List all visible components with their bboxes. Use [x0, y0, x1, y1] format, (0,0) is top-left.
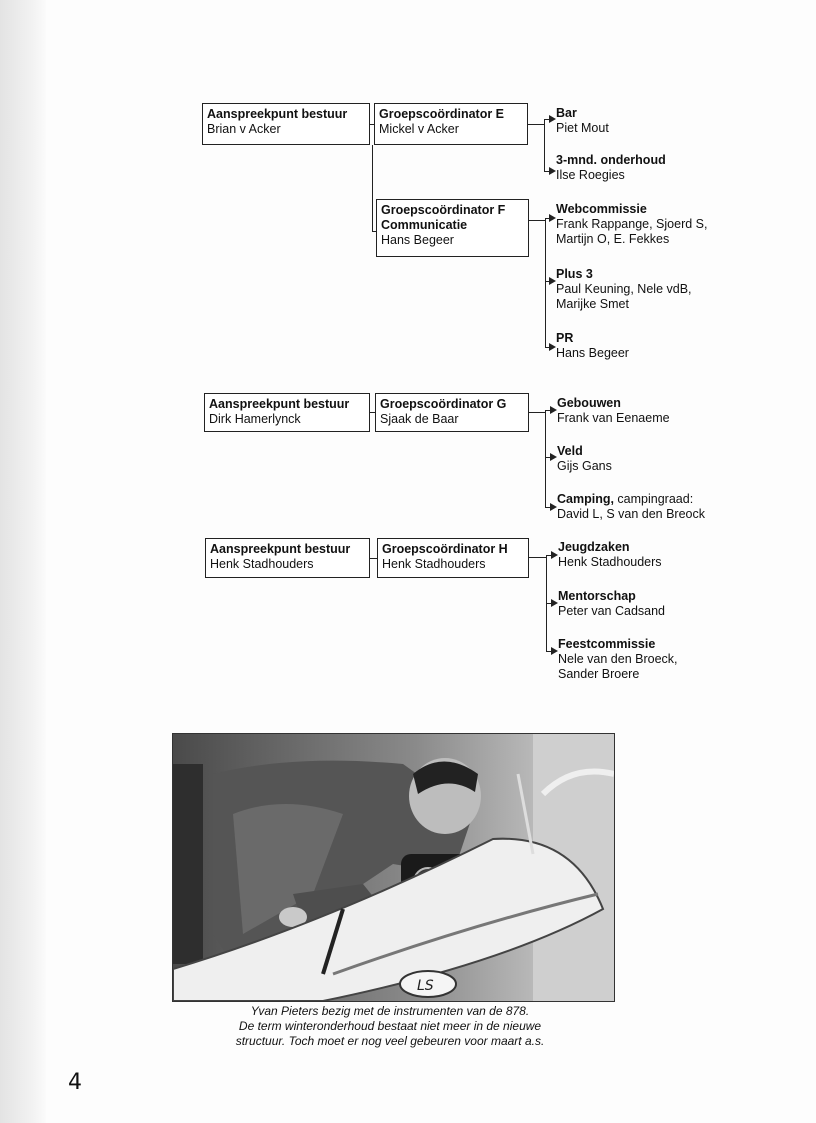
connector — [528, 124, 544, 125]
contact-name: Brian v Acker — [207, 122, 281, 136]
item-jeugdzaken — [558, 540, 662, 570]
item-line: Sander Broere — [558, 667, 640, 681]
coordinator-title: Groepscoördinator E — [379, 107, 505, 121]
item-plus3 — [556, 267, 692, 312]
coordinator-name: Mickel v Acker — [379, 122, 459, 136]
canopy-label: LS — [417, 978, 434, 994]
item-title: Mentorschap — [558, 589, 636, 603]
item-title: Bar — [556, 106, 577, 120]
coordinator-title: Groepscoördinator F — [381, 203, 506, 217]
item-title: 3-mnd. onderhoud — [556, 153, 666, 167]
coordinator-name: Sjaak de Baar — [380, 412, 459, 426]
scan-shadow — [0, 0, 46, 1123]
arrow-icon — [550, 503, 557, 511]
item-gebouwen — [557, 396, 670, 426]
connector — [529, 412, 545, 413]
arrow-icon — [551, 551, 558, 559]
item-line: Gijs Gans — [557, 459, 612, 473]
contact-box-brian — [202, 103, 370, 145]
glider-photo — [172, 733, 615, 1002]
contact-name: Henk Stadhouders — [210, 557, 314, 571]
connector — [529, 220, 545, 221]
item-feestcommissie — [558, 637, 678, 682]
item-title: Plus 3 — [556, 267, 593, 281]
contact-name: Dirk Hamerlynck — [209, 412, 301, 426]
item-line: Piet Mout — [556, 121, 609, 135]
item-title: Gebouwen — [557, 396, 621, 410]
contact-title: Aanspreekpunt bestuur — [207, 107, 348, 121]
contact-box-dirk — [204, 393, 370, 432]
coordinator-title: Groepscoördinator G — [380, 397, 507, 411]
arrow-icon — [550, 406, 557, 414]
connector — [545, 218, 546, 348]
item-title: Feestcommissie — [558, 637, 656, 651]
coordinator-box-e — [374, 103, 528, 145]
arrow-icon — [549, 167, 556, 175]
arrow-icon — [549, 115, 556, 123]
item-title: PR — [556, 331, 574, 345]
item-line: Paul Keuning, Nele vdB, — [556, 282, 692, 296]
glider-photo-illustration — [173, 734, 614, 1001]
item-title: Veld — [557, 444, 583, 458]
item-line: Nele van den Broeck, — [558, 652, 678, 666]
item-pr — [556, 331, 629, 361]
contact-box-henk — [205, 538, 370, 578]
arrow-icon — [551, 599, 558, 607]
contact-title: Aanspreekpunt bestuur — [210, 542, 351, 556]
connector — [545, 410, 546, 507]
connector — [372, 145, 373, 232]
connector — [544, 119, 545, 171]
item-line: David L, S van den Breock — [557, 507, 705, 521]
connector — [529, 557, 546, 558]
item-title-suffix: campingraad: — [613, 492, 694, 506]
item-line: Henk Stadhouders — [558, 555, 662, 569]
photo-caption — [170, 1004, 610, 1049]
item-line: Ilse Roegies — [556, 168, 625, 182]
caption-line: structuur. Toch moet er nog veel gebeuren voor maart a.s. — [235, 1034, 545, 1048]
item-title: Webcommissie — [556, 202, 647, 216]
item-title: Camping, — [557, 492, 614, 506]
connector — [370, 558, 377, 559]
coordinator-name: Henk Stadhouders — [382, 557, 486, 571]
coordinator-box-f — [376, 199, 529, 257]
arrow-icon — [549, 214, 556, 222]
item-line: Frank van Eenaeme — [557, 411, 670, 425]
item-line: Hans Begeer — [556, 346, 629, 360]
coordinator-box-h — [377, 538, 529, 578]
caption-line: De term winteronderhoud bestaat niet meer in de nieuwe — [238, 1019, 542, 1033]
coordinator-subtitle: Communicatie — [381, 218, 468, 232]
item-veld — [557, 444, 612, 474]
item-line: Marijke Smet — [556, 297, 629, 311]
item-title: Jeugdzaken — [558, 540, 630, 554]
arrow-icon — [550, 453, 557, 461]
coordinator-title: Groepscoördinator H — [382, 542, 508, 556]
arrow-icon — [551, 647, 558, 655]
caption-line: Yvan Pieters bezig met de instrumenten van de 878. — [250, 1004, 530, 1018]
item-camping — [557, 492, 705, 522]
arrow-icon — [549, 343, 556, 351]
page-number: 4 — [68, 1070, 82, 1095]
item-line: Peter van Cadsand — [558, 604, 666, 618]
item-mentorschap — [558, 589, 665, 619]
item-line: Martijn O, E. Fekkes — [556, 232, 670, 246]
item-webcommissie — [556, 202, 707, 247]
item-onderhoud — [556, 153, 666, 183]
item-bar — [556, 106, 609, 136]
arrow-icon — [549, 277, 556, 285]
item-line: Frank Rappange, Sjoerd S, — [556, 217, 708, 231]
coordinator-name: Hans Begeer — [381, 233, 454, 247]
contact-title: Aanspreekpunt bestuur — [209, 397, 350, 411]
coordinator-box-g — [375, 393, 529, 432]
